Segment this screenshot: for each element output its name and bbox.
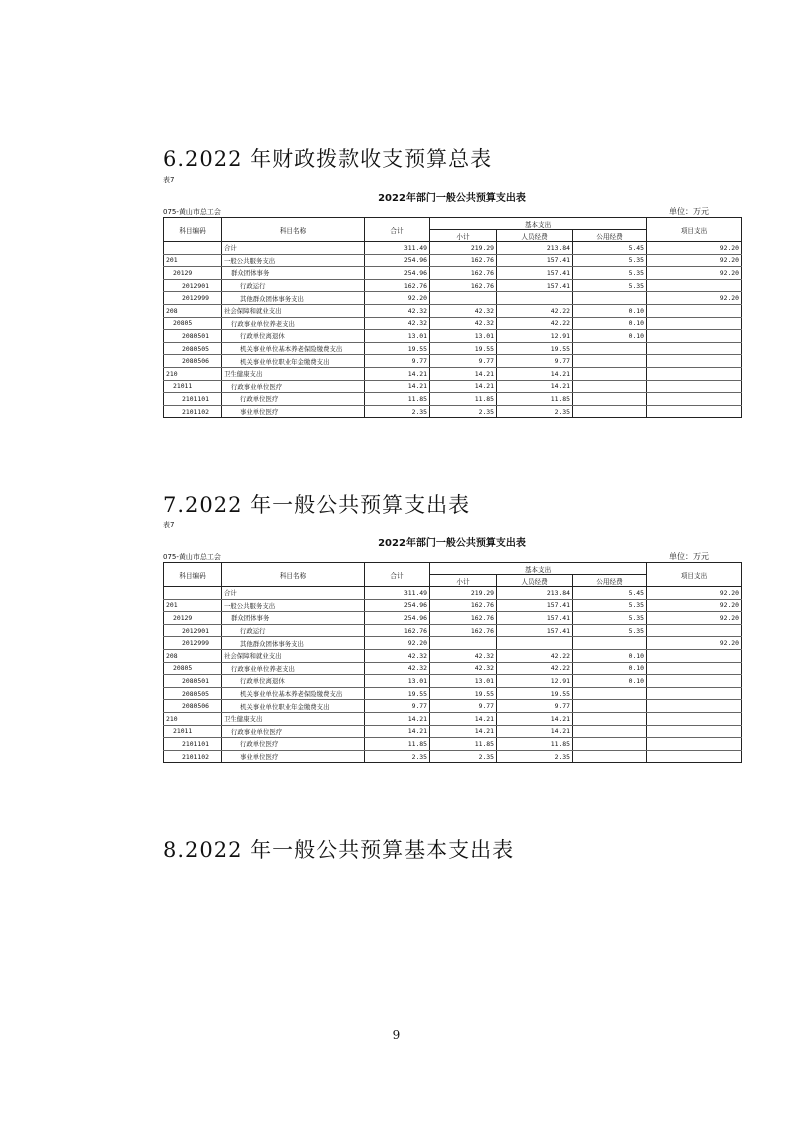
cell-code: 2080506	[164, 355, 222, 368]
cell-total: 9.77	[365, 700, 430, 713]
cell-name: 行政单位离退休	[222, 675, 365, 688]
cell-public: 0.10	[573, 662, 647, 675]
cell-code: 2080505	[164, 342, 222, 355]
cell-project	[647, 342, 742, 355]
cell-subtotal: 42.32	[430, 304, 497, 317]
cell-name: 合计	[222, 587, 365, 600]
cell-name: 其他群众团体事务支出	[222, 637, 365, 650]
cell-code: 21011	[164, 380, 222, 393]
cell-total: 13.01	[365, 330, 430, 343]
cell-name: 卫生健康支出	[222, 367, 365, 380]
cell-personnel: 12.91	[497, 330, 573, 343]
cell-name: 社会保障和就业支出	[222, 304, 365, 317]
cell-total: 19.55	[365, 342, 430, 355]
cell-public: 5.35	[573, 599, 647, 612]
cell-name: 群众团体事务	[222, 612, 365, 625]
cell-code: 20129	[164, 612, 222, 625]
cell-personnel: 9.77	[497, 700, 573, 713]
cell-personnel: 157.41	[497, 254, 573, 267]
cell-public: 5.35	[573, 624, 647, 637]
cell-subtotal: 162.76	[430, 267, 497, 280]
cell-total: 42.32	[365, 649, 430, 662]
cell-total: 311.49	[365, 242, 430, 255]
cell-total: 14.21	[365, 712, 430, 725]
page-number: 9	[392, 1028, 401, 1042]
cell-subtotal: 42.32	[430, 317, 497, 330]
cell-project	[647, 738, 742, 751]
cell-project: 92.20	[647, 612, 742, 625]
cell-personnel: 213.84	[497, 587, 573, 600]
table-meta	[163, 204, 741, 217]
cell-project	[647, 380, 742, 393]
cell-code: 208	[164, 304, 222, 317]
header-subtotal: 小计	[430, 230, 497, 242]
cell-name: 一般公共服务支出	[222, 254, 365, 267]
cell-subtotal: 42.32	[430, 649, 497, 662]
cell-project	[647, 304, 742, 317]
cell-public: 0.10	[573, 304, 647, 317]
table-row	[164, 242, 742, 255]
cell-public	[573, 687, 647, 700]
cell-public: 0.10	[573, 317, 647, 330]
cell-code: 210	[164, 712, 222, 725]
cell-name: 群众团体事务	[222, 267, 365, 280]
table-row	[164, 355, 742, 368]
cell-project	[647, 649, 742, 662]
cell-code: 2012901	[164, 279, 222, 292]
cell-name: 行政事业单位养老支出	[222, 317, 365, 330]
cell-personnel: 19.55	[497, 687, 573, 700]
table-row	[164, 624, 742, 637]
cell-code: 2101102	[164, 405, 222, 418]
cell-personnel: 157.41	[497, 279, 573, 292]
cell-total: 14.21	[365, 367, 430, 380]
table-row	[164, 317, 742, 330]
cell-personnel: 11.85	[497, 393, 573, 406]
table-row	[164, 599, 742, 612]
cell-personnel: 11.85	[497, 738, 573, 751]
cell-total: 11.85	[365, 393, 430, 406]
cell-project	[647, 675, 742, 688]
cell-personnel: 42.22	[497, 304, 573, 317]
cell-code	[164, 242, 222, 255]
unit-label: 单位：万元	[669, 552, 709, 561]
cell-name: 机关事业单位基本养老保险缴费支出	[222, 342, 365, 355]
cell-subtotal: 162.76	[430, 599, 497, 612]
cell-code: 210	[164, 367, 222, 380]
cell-code: 20129	[164, 267, 222, 280]
header-personnel: 人员经费	[497, 230, 573, 242]
table-row	[164, 292, 742, 305]
table-row	[164, 367, 742, 380]
cell-project	[647, 330, 742, 343]
table-row	[164, 637, 742, 650]
cell-project	[647, 367, 742, 380]
header-name: 科目名称	[222, 563, 365, 587]
cell-subtotal: 162.76	[430, 254, 497, 267]
cell-project	[647, 725, 742, 738]
header-name: 科目名称	[222, 218, 365, 242]
table-row	[164, 649, 742, 662]
table-row	[164, 750, 742, 763]
cell-public: 5.35	[573, 612, 647, 625]
cell-personnel: 213.84	[497, 242, 573, 255]
cell-subtotal: 2.35	[430, 750, 497, 763]
cell-total: 11.85	[365, 738, 430, 751]
cell-total: 2.35	[365, 405, 430, 418]
cell-total: 162.76	[365, 624, 430, 637]
cell-code: 20805	[164, 662, 222, 675]
cell-personnel: 14.21	[497, 712, 573, 725]
cell-code: 2012999	[164, 637, 222, 650]
cell-subtotal: 9.77	[430, 700, 497, 713]
cell-public	[573, 393, 647, 406]
cell-name: 其他群众团体事务支出	[222, 292, 365, 305]
table-row	[164, 587, 742, 600]
cell-subtotal: 219.29	[430, 242, 497, 255]
cell-total: 9.77	[365, 355, 430, 368]
cell-code: 2012999	[164, 292, 222, 305]
section-heading-7: 7.2022 年一般公共预算支出表	[163, 493, 471, 517]
cell-project: 92.20	[647, 599, 742, 612]
cell-personnel: 42.22	[497, 662, 573, 675]
budget-table	[163, 562, 742, 763]
cell-public	[573, 700, 647, 713]
header-basic: 基本支出	[430, 218, 647, 230]
cell-subtotal: 42.32	[430, 662, 497, 675]
table-row	[164, 612, 742, 625]
cell-personnel: 14.21	[497, 367, 573, 380]
table-row	[164, 267, 742, 280]
cell-subtotal: 13.01	[430, 675, 497, 688]
cell-project	[647, 405, 742, 418]
cell-project: 92.20	[647, 292, 742, 305]
cell-code: 201	[164, 599, 222, 612]
cell-personnel: 12.91	[497, 675, 573, 688]
table-row	[164, 712, 742, 725]
cell-personnel: 14.21	[497, 380, 573, 393]
cell-public	[573, 738, 647, 751]
cell-name: 行政事业单位养老支出	[222, 662, 365, 675]
table-block-6	[163, 175, 741, 418]
cell-project: 92.20	[647, 242, 742, 255]
cell-public: 5.45	[573, 242, 647, 255]
table-row	[164, 330, 742, 343]
cell-code: 2101101	[164, 393, 222, 406]
table-row	[164, 687, 742, 700]
cell-name: 机关事业单位职业年金缴费支出	[222, 700, 365, 713]
cell-public	[573, 725, 647, 738]
section-heading-6: 6.2022 年财政拨款收支预算总表	[163, 147, 493, 171]
table-row	[164, 738, 742, 751]
header-code: 科目编码	[164, 218, 222, 242]
cell-subtotal: 19.55	[430, 687, 497, 700]
cell-code: 2080505	[164, 687, 222, 700]
cell-personnel	[497, 637, 573, 650]
table-row	[164, 279, 742, 292]
cell-personnel: 2.35	[497, 405, 573, 418]
table-row	[164, 725, 742, 738]
cell-total: 92.20	[365, 292, 430, 305]
cell-name: 卫生健康支出	[222, 712, 365, 725]
cell-public	[573, 637, 647, 650]
cell-personnel: 19.55	[497, 342, 573, 355]
cell-code: 2080506	[164, 700, 222, 713]
table-row	[164, 342, 742, 355]
cell-total: 311.49	[365, 587, 430, 600]
cell-total: 254.96	[365, 612, 430, 625]
cell-personnel: 42.22	[497, 317, 573, 330]
table-caption: 2022年部门一般公共预算支出表	[378, 538, 526, 549]
cell-personnel: 9.77	[497, 355, 573, 368]
cell-project: 92.20	[647, 637, 742, 650]
cell-subtotal: 14.21	[430, 712, 497, 725]
cell-subtotal: 19.55	[430, 342, 497, 355]
cell-name: 行政单位离退休	[222, 330, 365, 343]
header-subtotal: 小计	[430, 575, 497, 587]
cell-code: 2012901	[164, 624, 222, 637]
cell-total: 254.96	[365, 254, 430, 267]
header-public: 公用经费	[573, 575, 647, 587]
cell-project	[647, 279, 742, 292]
header-personnel: 人员经费	[497, 575, 573, 587]
cell-total: 19.55	[365, 687, 430, 700]
cell-public	[573, 355, 647, 368]
table-row	[164, 393, 742, 406]
header-basic: 基本支出	[430, 563, 647, 575]
cell-code: 20805	[164, 317, 222, 330]
cell-public	[573, 367, 647, 380]
cell-project: 92.20	[647, 587, 742, 600]
cell-subtotal: 14.21	[430, 725, 497, 738]
cell-code: 2101102	[164, 750, 222, 763]
cell-total: 42.32	[365, 304, 430, 317]
cell-code: 201	[164, 254, 222, 267]
cell-subtotal: 162.76	[430, 624, 497, 637]
cell-public	[573, 405, 647, 418]
cell-personnel: 157.41	[497, 612, 573, 625]
cell-project	[647, 393, 742, 406]
cell-name: 行政运行	[222, 279, 365, 292]
cell-total: 254.96	[365, 267, 430, 280]
cell-project	[647, 317, 742, 330]
header-project: 项目支出	[647, 218, 742, 242]
cell-public: 5.35	[573, 254, 647, 267]
cell-personnel: 157.41	[497, 599, 573, 612]
cell-subtotal: 162.76	[430, 612, 497, 625]
cell-code: 2101101	[164, 738, 222, 751]
table-row	[164, 675, 742, 688]
cell-personnel: 157.41	[497, 267, 573, 280]
cell-public: 0.10	[573, 675, 647, 688]
cell-project: 92.20	[647, 254, 742, 267]
table-row	[164, 405, 742, 418]
table-row	[164, 380, 742, 393]
cell-public	[573, 342, 647, 355]
cell-project	[647, 712, 742, 725]
cell-code: 2080501	[164, 330, 222, 343]
cell-project	[647, 700, 742, 713]
cell-name: 事业单位医疗	[222, 405, 365, 418]
cell-name: 合计	[222, 242, 365, 255]
cell-total: 254.96	[365, 599, 430, 612]
cell-subtotal: 14.21	[430, 367, 497, 380]
cell-subtotal: 14.21	[430, 380, 497, 393]
cell-project	[647, 662, 742, 675]
cell-personnel: 14.21	[497, 725, 573, 738]
cell-subtotal: 9.77	[430, 355, 497, 368]
cell-total: 42.32	[365, 317, 430, 330]
cell-public	[573, 712, 647, 725]
cell-total: 13.01	[365, 675, 430, 688]
cell-project	[647, 687, 742, 700]
cell-subtotal	[430, 292, 497, 305]
header-total: 合计	[365, 563, 430, 587]
cell-subtotal: 11.85	[430, 393, 497, 406]
cell-code: 2080501	[164, 675, 222, 688]
table-body	[164, 242, 742, 418]
cell-public: 0.10	[573, 330, 647, 343]
table-row	[164, 254, 742, 267]
cell-personnel	[497, 292, 573, 305]
cell-name: 机关事业单位基本养老保险缴费支出	[222, 687, 365, 700]
cell-public: 5.35	[573, 279, 647, 292]
cell-code	[164, 587, 222, 600]
cell-total: 42.32	[365, 662, 430, 675]
cell-personnel: 157.41	[497, 624, 573, 637]
cell-subtotal: 162.76	[430, 279, 497, 292]
cell-name: 行政运行	[222, 624, 365, 637]
table-tag: 表7	[163, 521, 175, 529]
cell-public	[573, 750, 647, 763]
cell-total: 14.21	[365, 380, 430, 393]
cell-code: 21011	[164, 725, 222, 738]
cell-name: 机关事业单位职业年金缴费支出	[222, 355, 365, 368]
table-row	[164, 662, 742, 675]
cell-name: 行政单位医疗	[222, 738, 365, 751]
cell-name: 社会保障和就业支出	[222, 649, 365, 662]
section-heading-8: 8.2022 年一般公共预算基本支出表	[163, 838, 515, 862]
table-meta	[163, 549, 741, 562]
header-total: 合计	[365, 218, 430, 242]
cell-subtotal: 13.01	[430, 330, 497, 343]
cell-total: 162.76	[365, 279, 430, 292]
header-public: 公用经费	[573, 230, 647, 242]
org-label: 075-黄山市总工会	[163, 553, 221, 561]
cell-public	[573, 292, 647, 305]
cell-project: 92.20	[647, 267, 742, 280]
cell-project	[647, 355, 742, 368]
org-label: 075-黄山市总工会	[163, 208, 221, 216]
cell-subtotal: 2.35	[430, 405, 497, 418]
cell-project	[647, 624, 742, 637]
cell-code: 208	[164, 649, 222, 662]
cell-total: 92.20	[365, 637, 430, 650]
cell-total: 2.35	[365, 750, 430, 763]
cell-subtotal: 11.85	[430, 738, 497, 751]
header-code: 科目编码	[164, 563, 222, 587]
cell-personnel: 42.22	[497, 649, 573, 662]
cell-public: 5.45	[573, 587, 647, 600]
cell-personnel: 2.35	[497, 750, 573, 763]
cell-name: 行政事业单位医疗	[222, 725, 365, 738]
cell-public: 5.35	[573, 267, 647, 280]
table-tag: 表7	[163, 176, 175, 184]
cell-name: 行政单位医疗	[222, 393, 365, 406]
cell-public	[573, 380, 647, 393]
cell-total: 14.21	[365, 725, 430, 738]
table-caption: 2022年部门一般公共预算支出表	[378, 193, 526, 204]
cell-subtotal: 219.29	[430, 587, 497, 600]
cell-public: 0.10	[573, 649, 647, 662]
cell-name: 行政事业单位医疗	[222, 380, 365, 393]
unit-label: 单位：万元	[669, 207, 709, 216]
table-row	[164, 700, 742, 713]
budget-table	[163, 217, 742, 418]
table-block-7	[163, 520, 741, 763]
table-body	[164, 587, 742, 763]
cell-subtotal	[430, 637, 497, 650]
cell-project	[647, 750, 742, 763]
cell-name: 事业单位医疗	[222, 750, 365, 763]
cell-name: 一般公共服务支出	[222, 599, 365, 612]
table-row	[164, 304, 742, 317]
header-project: 项目支出	[647, 563, 742, 587]
